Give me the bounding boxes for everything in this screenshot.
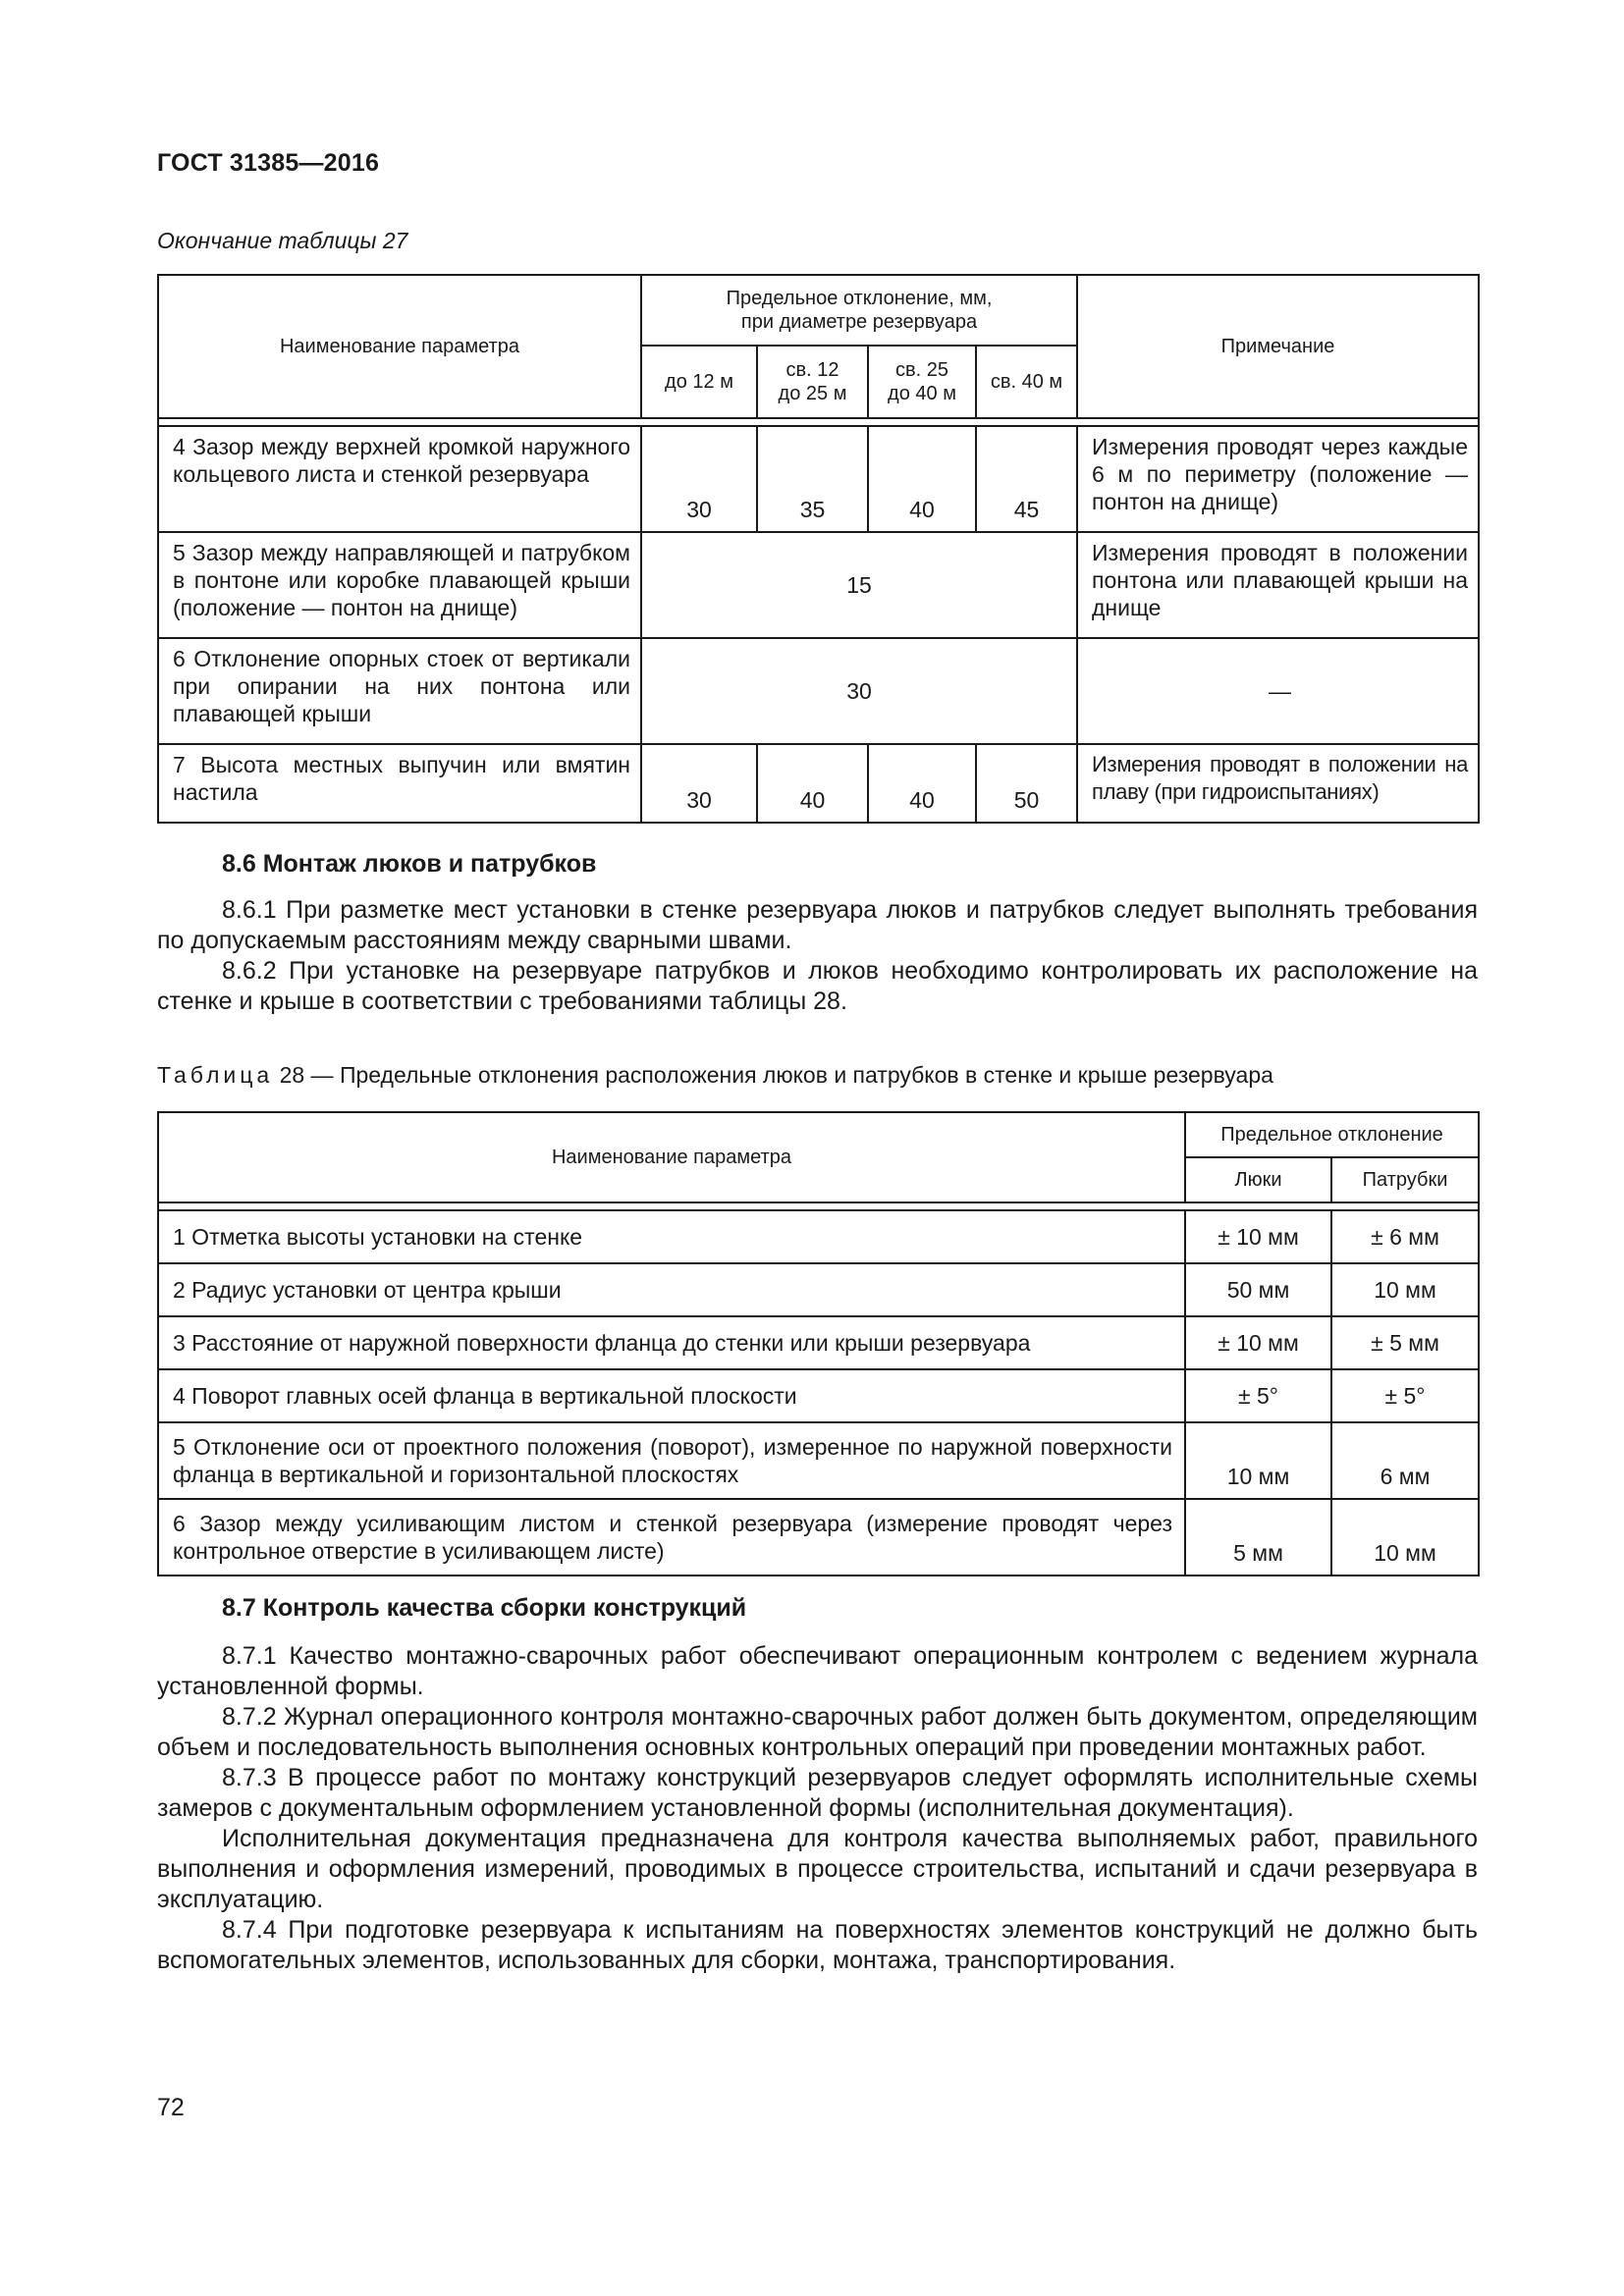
section-8-7-heading: 8.7 Контроль качества сборки конструкций (222, 1594, 747, 1622)
t27-cell: 35 (757, 426, 868, 532)
t28-cell-hatches: 50 мм (1185, 1263, 1331, 1316)
t27-header-name: Наименование параметра (158, 275, 641, 418)
table-row (158, 426, 1479, 532)
t28-cell-hatches: ± 10 мм (1185, 1316, 1331, 1369)
paragraph: 8.7.2 Журнал операционного контроля монтажно-сварочных работ должен быть документом, определяющим объем и последовательность выполнения основных контрольных операций при проведении монтажных работ. (157, 1703, 1478, 1761)
paragraph: 8.7.4 При подготовке резервуара к испытаниям на поверхностях элементов конструкций не должно быть вспомогательных элементов, использованных для сборки, монтажа, транспортирования. (157, 1916, 1478, 1974)
t27-row-note: Измерения проводят через каждые 6 м по периметру (положение — понтон на днище) (1077, 426, 1479, 532)
t28-cell-hatches: 5 мм (1185, 1499, 1331, 1575)
table28-caption-word: Таблица (157, 1062, 274, 1088)
document-code: ГОСТ 31385—2016 (157, 149, 380, 177)
t27-cell: 40 (757, 744, 868, 823)
t28-cell-nozzles: ± 5 мм (1331, 1316, 1479, 1369)
t27-subheader: св. 25 до 40 м (868, 346, 976, 418)
t28-cell-nozzles: ± 6 мм (1331, 1210, 1479, 1263)
t27-subheader: св. 40 м (976, 346, 1077, 418)
t27-cell: 40 (868, 426, 976, 532)
table28-caption-text: 28 — Предельные отклонения расположения люков и патрубков в стенке и крыше резервуара (279, 1062, 1273, 1088)
t28-header-group: Предельное отклонение (1185, 1112, 1479, 1157)
t28-subheader-hatches: Люки (1185, 1157, 1331, 1202)
t27-cell-merged: 15 (641, 532, 1077, 638)
table-row (158, 1210, 1479, 1263)
table27-caption: Окончание таблицы 27 (157, 228, 408, 253)
t28-row-name: 5 Отклонение оси от проектного положения (поворот), измеренное по наружной поверхности фланца в вертикальной и горизонтальной плоскостях (158, 1422, 1185, 1499)
table-row (158, 1369, 1479, 1422)
t28-cell-nozzles: 10 мм (1331, 1263, 1479, 1316)
table-row (158, 1499, 1479, 1575)
t28-cell-nozzles: 6 мм (1331, 1422, 1479, 1499)
paragraph: 8.7.3 В процессе работ по монтажу конструкций резервуаров следует оформлять исполнительные схемы замеров с документальным оформлением установленной формы (исполнительная документация). (157, 1764, 1478, 1822)
t28-row-name: 1 Отметка высоты установки на стенке (158, 1210, 1185, 1263)
t28-cell-nozzles: 10 мм (1331, 1499, 1479, 1575)
t28-row-name: 2 Радиус установки от центра крыши (158, 1263, 1185, 1316)
t27-cell: 30 (641, 426, 757, 532)
t27-subheader: св. 12 до 25 м (757, 346, 868, 418)
t28-cell-nozzles: ± 5° (1331, 1369, 1479, 1422)
table-row (158, 1422, 1479, 1499)
t27-row-note: Измерения проводят в положении понтона или плавающей крыши на днище (1077, 532, 1479, 638)
t28-row-name: 6 Зазор между усиливающим листом и стенкой резервуара (измерение проводят через контрольное отверстие в усиливающем листе) (158, 1499, 1185, 1575)
t28-header-separator (158, 1202, 1479, 1210)
t27-row-name: 7 Высота местных выпучин или вмятин настила (158, 744, 641, 823)
t28-subheader-nozzles: Патрубки (1331, 1157, 1479, 1202)
section-8-6-body (157, 895, 1478, 1017)
table-28 (157, 1111, 1480, 1576)
t27-row-name: 6 Отклонение опорных стоек от вертикали при опирании на них понтона или плавающей крыши (158, 638, 641, 744)
table28-caption (157, 1062, 1273, 1089)
t28-cell-hatches: ± 10 мм (1185, 1210, 1331, 1263)
t28-cell-hatches: 10 мм (1185, 1422, 1331, 1499)
t27-cell-merged: 30 (641, 638, 1077, 744)
t27-row-name: 4 Зазор между верхней кромкой наружного кольцевого листа и стенкой резервуара (158, 426, 641, 532)
table-row (158, 638, 1479, 744)
t28-row-name: 4 Поворот главных осей фланца в вертикальной плоскости (158, 1369, 1185, 1422)
t27-cell: 30 (641, 744, 757, 823)
page-number: 72 (157, 2094, 185, 2121)
section-8-7-body (157, 1641, 1478, 1976)
t28-header-name: Наименование параметра (158, 1112, 1185, 1202)
t28-row-name: 3 Расстояние от наружной поверхности фланца до стенки или крыши резервуара (158, 1316, 1185, 1369)
table-row (158, 744, 1479, 823)
t27-cell: 45 (976, 426, 1077, 532)
t27-header-note: Примечание (1077, 275, 1479, 418)
paragraph: 8.6.1 При разметке мест установки в стенке резервуара люков и патрубков следует выполнять требования по допускаемым расстояниям между сварными швами. (157, 896, 1478, 954)
table-row (158, 1263, 1479, 1316)
t27-row-note: — (1077, 638, 1479, 744)
t27-subheader: до 12 м (641, 346, 757, 418)
table-row (158, 1316, 1479, 1369)
paragraph: 8.7.1 Качество монтажно-сварочных работ обеспечивают операционным контролем с ведением журнала установленной формы. (157, 1642, 1478, 1700)
t27-header-separator (158, 418, 1479, 426)
t27-cell: 40 (868, 744, 976, 823)
paragraph: 8.6.2 При установке на резервуаре патрубков и люков необходимо контролировать их расположение на стенке и крыше в соответствии с требованиями таблицы 28. (157, 957, 1478, 1015)
table-row (158, 532, 1479, 638)
section-8-6-heading: 8.6 Монтаж люков и патрубков (222, 850, 597, 878)
t27-row-name: 5 Зазор между направляющей и патрубком в понтоне или коробке плавающей крыши (положение — понтон на днище) (158, 532, 641, 638)
t28-cell-hatches: ± 5° (1185, 1369, 1331, 1422)
t27-cell: 50 (976, 744, 1077, 823)
paragraph: Исполнительная документация предназначена для контроля качества выполняемых работ, правильного выполнения и оформления измерений, проводимых в процессе строительства, испытаний и сдачи резервуара в эксплуатацию. (157, 1825, 1478, 1913)
t27-header-group: Предельное отклонение, мм, при диаметре резервуара (641, 275, 1077, 346)
table-27 (157, 274, 1480, 824)
t27-row-note: Измерения проводят в положении на плаву (при гидроиспытаниях) (1077, 744, 1479, 823)
